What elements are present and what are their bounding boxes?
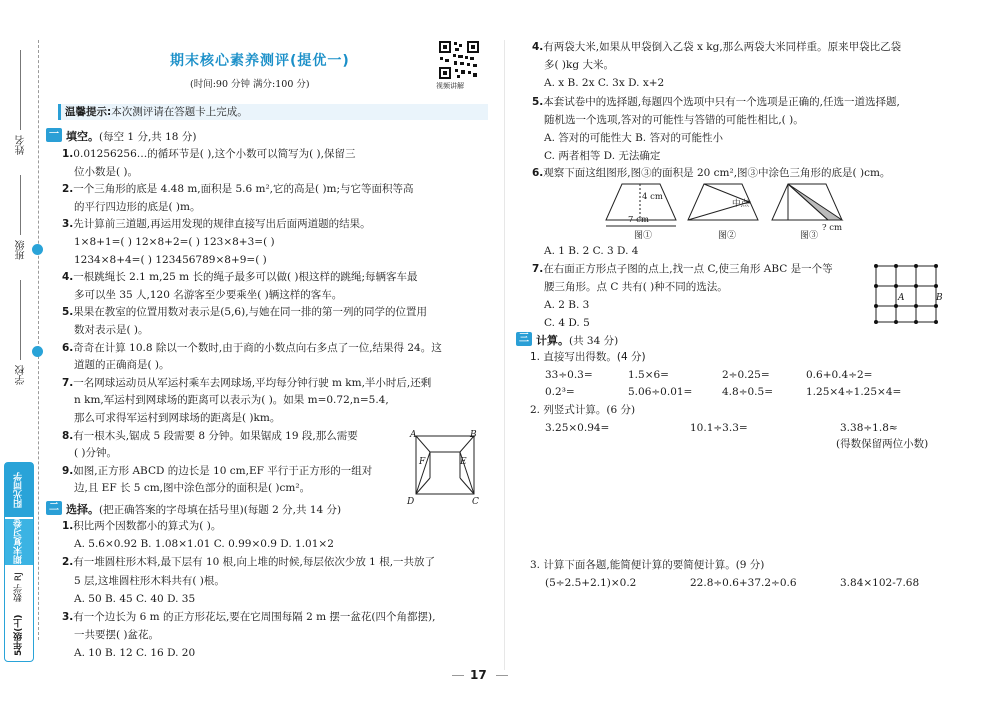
question-line: [62, 555, 435, 569]
fig2-caption: 图②: [718, 231, 737, 241]
question-text: A. 10 B. 12 C. 16 D. 20: [74, 647, 196, 660]
section-title-text: 填空。: [66, 130, 99, 143]
question-text: A. x B. 2x C. 3x D. x+2: [544, 77, 665, 89]
page-rule-left: [452, 675, 464, 676]
question-text: A. 2 B. 3: [544, 299, 590, 311]
question-text: 有一堆圆柱形木料,最下层有 10 根,向上堆的时候,每层依次少放 1 根,一共放了: [73, 556, 436, 569]
question-text: 先计算前三道题,再运用发现的规律直接写出后面两道题的结果。: [73, 218, 371, 231]
question-line: [544, 244, 638, 258]
school-label: 学校: [16, 365, 27, 385]
calc-q1-r1c1: 33÷0.3=: [545, 369, 593, 381]
section-number: 二: [46, 501, 62, 515]
series-label: 期末复习卷: [5, 519, 33, 565]
question-line: [62, 376, 431, 390]
question-text: A. 1 B. 2 C. 3 D. 4: [544, 245, 639, 257]
column-divider: [504, 40, 505, 670]
base-label: 7 cm: [628, 215, 649, 225]
question-text: 一共要摆( )盆花。: [74, 629, 160, 642]
question-line: [62, 519, 221, 533]
question-line: [532, 95, 900, 109]
calc-q1-r2c2: 5.06÷0.01=: [628, 386, 693, 398]
question-line: [74, 592, 195, 606]
tip-bar: [58, 104, 488, 120]
question-line: [544, 58, 614, 72]
question-text: C. 两者相等 D. 无法确定: [544, 150, 661, 162]
question-line: [74, 235, 275, 249]
section-title-text: 计算。: [536, 334, 569, 347]
grade-label: 5年级(上): [14, 614, 24, 656]
question-line: [62, 610, 435, 624]
calc-q2-title: 2. 列竖式计算。(6 分): [530, 404, 636, 416]
question-text: 果果在教室的位置用数对表示是(5,6),与她在同一排的第一列的同学的位置用: [73, 306, 428, 319]
name-label: 姓名: [16, 135, 27, 155]
point-A-label: A: [898, 293, 905, 303]
section-subtitle: (共 34 分): [569, 335, 619, 347]
question-line: [62, 305, 427, 319]
question-text: 1234×8+4=( ) 123456789×8+9=( ): [74, 253, 267, 266]
question-line: [74, 628, 159, 642]
question-text: 有一个边长为 6 m 的正方形花坛,要在它周围每隔 2 m 摆一盆花(四个角都摆),: [73, 611, 436, 623]
question-line: [544, 76, 664, 90]
section-title: [66, 501, 341, 517]
question-number: 4.: [532, 41, 544, 53]
calc-q1-r1c3: 2÷0.25=: [722, 369, 770, 381]
question-number: 8.: [62, 429, 74, 442]
question-text: 那么可求得军运村到网球场的距离是( )km。: [74, 412, 281, 424]
question-line: [74, 574, 225, 588]
fig1-caption: 图①: [634, 231, 653, 241]
question-number: 2.: [62, 556, 74, 569]
subject-label: 数学 RJ: [14, 572, 24, 602]
brand-logo: 阳光同学: [5, 463, 33, 517]
binding-line: [38, 40, 39, 640]
page-title: 期末核心素养测评(提优一): [170, 53, 350, 69]
calc-q3-c2: 22.8÷0.6+37.2÷0.6: [690, 577, 797, 589]
question-text: n km,军运村到网球场的距离可以表示为( )。如果 m=0.72,n=5.4,: [74, 394, 389, 407]
calc-q1-r1c2: 1.5×6=: [628, 369, 669, 381]
question-number: 6.: [62, 341, 74, 354]
dot-grid-figure: [870, 262, 942, 326]
question-text: A. 答对的可能性大 B. 答对的可能性小: [544, 132, 723, 144]
question-text: 1×8+1=( ) 12×8+2=( ) 123×8+3=( ): [74, 236, 275, 248]
height-label: 4 cm: [642, 192, 663, 202]
question-text: 边,且 EF 长 5 cm,图中涂色部分的面积是( )cm²。: [74, 482, 311, 495]
midpoint-label: 中点: [732, 199, 750, 209]
section-subtitle: (每空 1 分,共 18 分): [99, 131, 197, 143]
section-number: 一: [46, 128, 62, 142]
question-number: 6.: [532, 167, 544, 179]
question-number: 3.: [62, 611, 74, 623]
question-line: [544, 149, 660, 163]
question-line: [62, 464, 372, 478]
question-number: 7.: [62, 376, 74, 389]
question-text: C. 4 D. 5: [544, 317, 590, 329]
question-line: [544, 280, 728, 294]
hole-dot: [32, 346, 43, 357]
question-text: 随机选一个选项,答对的可能性与答错的可能性相比,( )。: [544, 114, 804, 126]
question-line: [74, 411, 280, 425]
time-info: (时间:90 分钟 满分:100 分): [190, 79, 310, 90]
question-line: [74, 481, 310, 495]
question-text: A. 50 B. 45 C. 40 D. 35: [74, 592, 196, 605]
qr-code[interactable]: [438, 40, 480, 80]
question-line: [74, 323, 149, 337]
question-line: [74, 646, 195, 660]
question-number: 5.: [532, 96, 544, 108]
unknown-label: ? cm: [822, 223, 843, 233]
question-line: [74, 537, 334, 551]
question-line: [62, 147, 356, 161]
question-line: [74, 358, 170, 372]
calc-q2-c1: 3.25×0.94=: [545, 422, 610, 434]
section-title: [536, 332, 618, 348]
label-E: E: [460, 457, 467, 467]
point-B-label: B: [936, 293, 943, 303]
question-text: 的平行四边形的底是( )m。: [74, 200, 201, 213]
question-number: 3.: [62, 218, 74, 231]
label-C: C: [472, 497, 479, 507]
question-text: 如图,正方形 ABCD 的边长是 10 cm,EF 平行于正方形的一组对: [73, 464, 373, 477]
school-field-line[interactable]: [20, 280, 21, 360]
question-line: [62, 341, 442, 355]
question-text: 道题的正确商是( )。: [74, 359, 170, 372]
question-line: [74, 288, 342, 302]
question-line: [74, 253, 267, 267]
calc-q3-c1: (5÷2.5+2.1)×0.2: [545, 577, 637, 589]
calc-q3-title: 3. 计算下面各题,能简便计算的要简便计算。(9 分): [530, 559, 765, 571]
question-text: 位小数是( )。: [74, 165, 139, 178]
question-number: 1.: [62, 148, 74, 160]
question-number: 7.: [532, 263, 544, 275]
question-line: [62, 182, 414, 196]
page-rule-right: [496, 675, 508, 676]
question-text: 5 层,这堆圆柱形木料共有( )根。: [74, 574, 225, 587]
question-line: [62, 429, 358, 443]
question-text: 一名网球运动员从军运村乘车去网球场,平均每分钟行驶 m km,半小时后,还剩: [73, 376, 432, 389]
question-text: 有一根木头,锯成 5 段需要 8 分钟。如果锯成 19 段,那么需要: [73, 429, 358, 442]
question-text: A. 5.6×0.92 B. 1.08×1.01 C. 0.99×0.9 D. 1.01×2: [74, 538, 334, 551]
question-line: [544, 131, 723, 145]
question-number: 1.: [62, 520, 74, 532]
section-title: [66, 128, 196, 144]
question-line: [532, 40, 901, 54]
question-text: 数对表示是( )。: [74, 324, 149, 336]
calc-q1-r2c4: 1.25×4÷1.25×4=: [806, 386, 902, 398]
question-number: 2.: [62, 183, 74, 196]
question-line: [62, 270, 418, 284]
question-text: ( )分钟。: [74, 447, 118, 460]
page-number: 17: [470, 668, 487, 682]
question-line: [62, 217, 371, 231]
section-subtitle: (把正确答案的字母填在括号里)(每题 2 分,共 14 分): [99, 504, 342, 516]
question-text: 一个三角形的底是 4.48 m,面积是 5.6 m²,它的高是( )m;与它等面积等高: [73, 183, 414, 196]
question-line: [74, 165, 138, 179]
label-A: A: [410, 430, 417, 440]
tip-text: 本次测评请在答题卡上完成。: [111, 106, 248, 118]
question-text: 观察下面这组图形,图③的面积是 20 cm²,图③中涂色三角形的底是( )cm。: [543, 167, 891, 179]
calc-q1-title: 1. 直接写出得数。(4 分): [530, 351, 646, 363]
question-text: 0.01256256…的循环节是( ),这个小数可以简写为( ),保留三: [73, 148, 356, 160]
label-D: D: [407, 497, 415, 507]
question-line: [544, 113, 804, 127]
class-field-line[interactable]: [20, 175, 21, 235]
question-number: 4.: [62, 271, 74, 284]
calc-q1-r1c4: 0.6+0.4÷2=: [806, 369, 873, 381]
question-text: 本套试卷中的选择题,每题四个选项中只有一个选项是正确的,任选一道选择题,: [543, 96, 900, 108]
question-text: 积比两个因数都小的算式为( )。: [73, 520, 222, 532]
question-text: 腰三角形。点 C 共有( )种不同的选法。: [544, 281, 728, 293]
calc-q2-note: (得数保留两位小数): [836, 438, 929, 450]
question-line: [532, 166, 890, 180]
question-text: 在右面正方形点子图的点上,找一点 C,使三角形 ABC 是一个等: [543, 263, 833, 275]
question-number: 9.: [62, 464, 74, 477]
class-label: 班级: [16, 240, 27, 260]
name-field[interactable]: [20, 50, 21, 130]
fig3-caption: 图③: [800, 231, 819, 241]
question-number: 5.: [62, 306, 74, 319]
question-text: 一根跳绳长 2.1 m,25 m 长的绳子最多可以做( )根这样的跳绳;每辆客车最: [73, 271, 418, 284]
label-B: B: [470, 430, 477, 440]
qr-code-icon: [438, 40, 480, 80]
calc-q1-r2c1: 0.2³=: [545, 386, 575, 398]
calc-q3-c3: 3.84×102-7.68: [840, 577, 920, 589]
question-line: [544, 316, 590, 330]
question-text: 奇奇在计算 10.8 除以一个数时,由于商的小数点向右多点了一位,结果得 24。这: [73, 341, 442, 354]
question-line: [74, 393, 389, 407]
question-line: [74, 446, 117, 460]
qr-caption: 视频讲解: [436, 82, 464, 90]
question-text: 有两袋大米,如果从甲袋倒入乙袋 x kg,那么两袋大米同样重。原来甲袋比乙袋: [543, 41, 902, 53]
calc-q1-r2c3: 4.8÷0.5=: [722, 386, 773, 398]
section-title-text: 选择。: [66, 503, 99, 516]
question-text: 多( )kg 大米。: [544, 59, 614, 71]
series-tab: [4, 462, 34, 662]
label-F: F: [419, 457, 426, 467]
question-line: [74, 200, 201, 214]
calc-q2-c2: 10.1÷3.3=: [690, 422, 748, 434]
tip-label: 温馨提示:: [65, 106, 112, 118]
calc-q2-c3: 3.38÷1.8≈: [840, 422, 898, 434]
question-line: [532, 262, 833, 276]
question-text: 多可以坐 35 人,120 名游客至少要乘坐( )辆这样的客车。: [74, 288, 343, 301]
hole-dot: [32, 244, 43, 255]
question-line: [544, 298, 589, 312]
section-number: 三: [516, 332, 532, 346]
